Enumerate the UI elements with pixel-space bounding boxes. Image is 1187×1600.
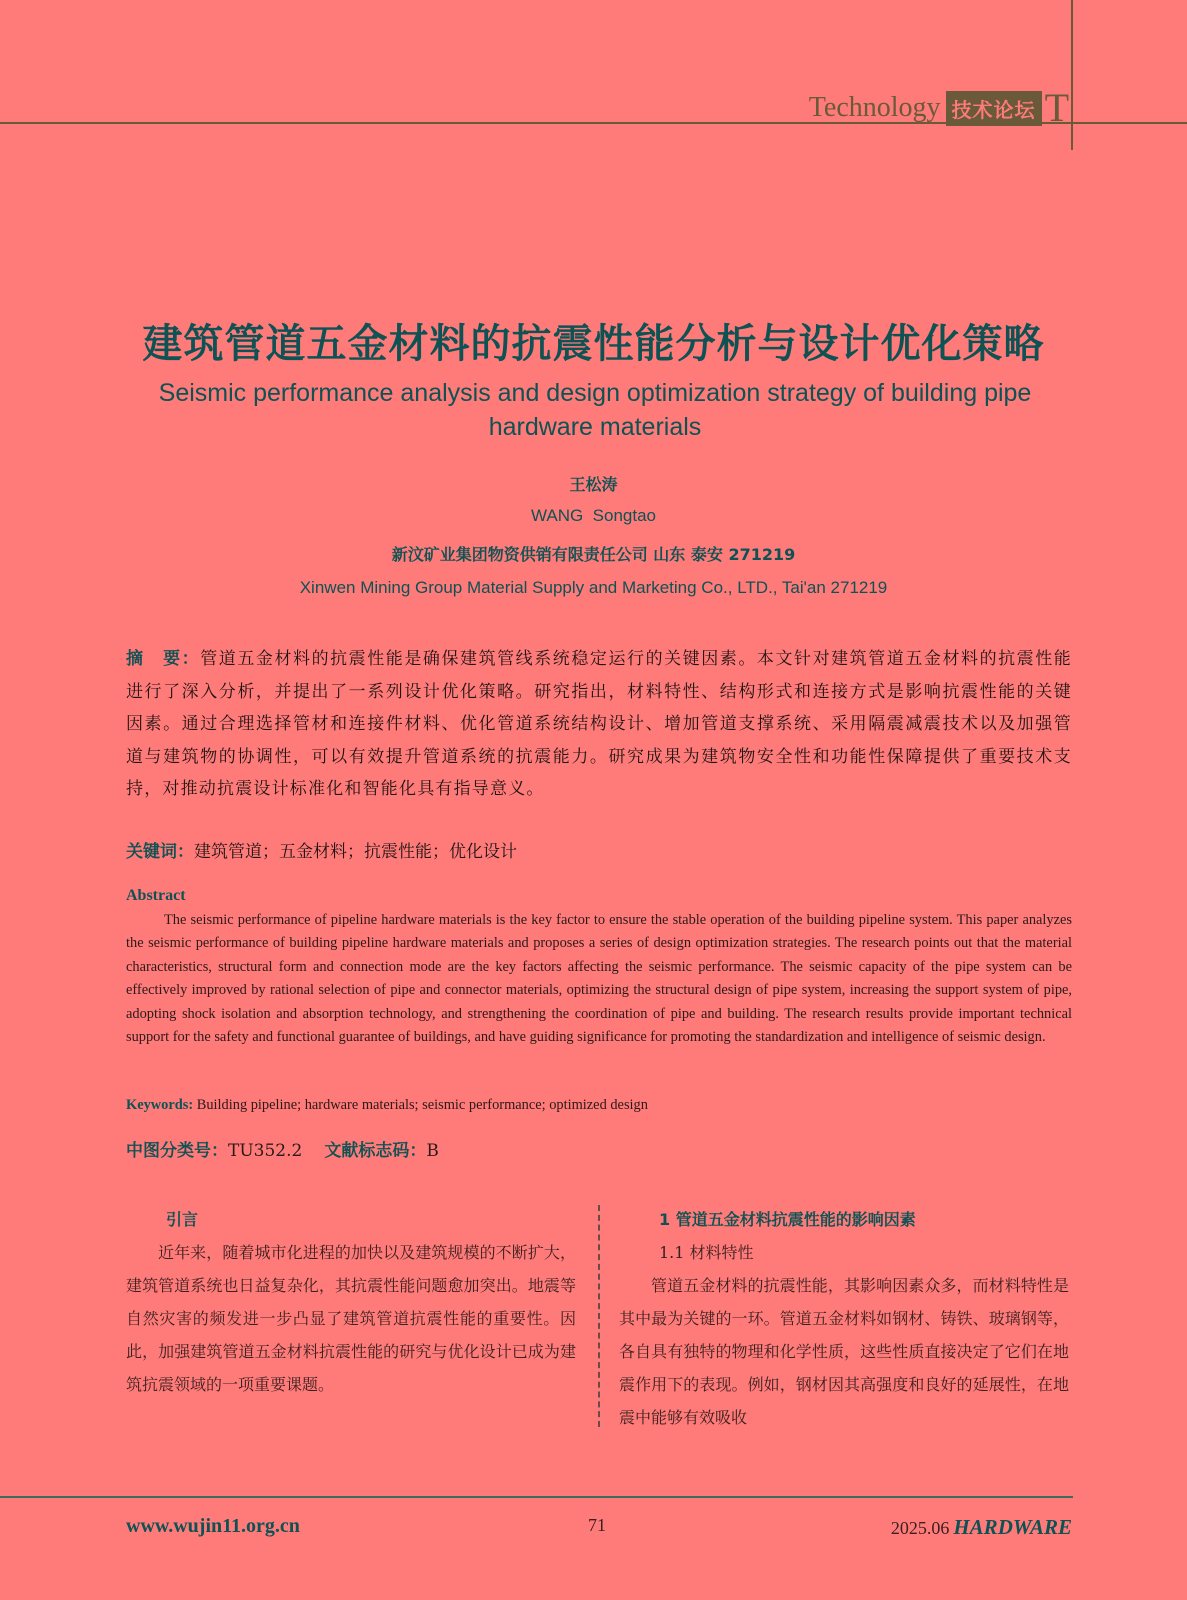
doc-code-value: B	[426, 1141, 439, 1161]
title-english: Seismic performance analysis and design optimization strategy of building pipe hardware materials	[158, 379, 1032, 441]
footer-rule	[0, 1496, 1073, 1498]
classification-line	[126, 1136, 439, 1161]
issue-number: 2025.06	[890, 1518, 950, 1538]
clc-label: 中图分类号：	[126, 1141, 228, 1161]
doc-code-label: 文献标志码：	[324, 1141, 427, 1161]
keywords-english-text: Building pipeline; hardware materials; seismic performance; optimized design	[196, 1097, 648, 1113]
keywords-english-label: Keywords:	[126, 1097, 194, 1113]
affiliation-chinese: 新汶矿业集团物资供销有限责任公司 山东 泰安 271219	[391, 545, 796, 564]
column-divider	[598, 1205, 600, 1427]
abstract-english-heading: Abstract	[126, 887, 186, 904]
keywords-chinese-label: 关键词：	[126, 842, 194, 862]
brand-letter: T	[1044, 85, 1069, 130]
page-number: 71	[588, 1515, 606, 1535]
abstract-english-text: The seismic performance of pipeline hardware materials is the key factor to ensure the stable operation of the building pipeline system. This paper analyzes the seismic performance of building pipeline hardware materials and proposes a series of design optimization strategies. The research points out that the material characteristics, structural form and connection mode are the key factors affecting the seismic performance. The seismic capacity of the pipe system can be effectively improved by rational selection of pipe and connector materials, optimizing the structural design of pipe system, increasing the support system of pipe, adopting shock isolation and absorption technology, and strengthening the coordination of pipe and building. The research results provide important technical support for the safety and functional guarantee of buildings, and have guiding significance for promoting the standardization and intelligence of seismic design.	[126, 912, 1072, 1046]
section1-heading: 1 管道五金材料抗震性能的影响因素	[659, 1210, 916, 1229]
brand-english: Technology	[808, 92, 941, 123]
section1-paragraph: 管道五金材料的抗震性能，其影响因素众多，而材料特性是其中最为关键的一环。管道五金材料如钢材、铸铁、玻璃钢等，各自具有独特的物理和化学性质，这些性质直接决定了它们在地震作用下的表现。例如，钢材因其高强度和良好的延展性，在地震中能够有效吸收	[619, 1276, 1069, 1427]
journal-name: HARDWARE	[953, 1515, 1072, 1539]
affiliation-english: Xinwen Mining Group Material Supply and Marketing Co., LTD., Tai'an 271219	[299, 578, 888, 597]
title-chinese: 建筑管道五金材料的抗震性能分析与设计优化策略	[142, 321, 1045, 367]
intro-heading: 引言	[166, 1210, 199, 1229]
author-chinese: 王松涛	[569, 475, 618, 494]
section1-subheading: 1.1 材料特性	[659, 1243, 754, 1262]
footer-url: www.wujin11.org.cn	[126, 1515, 300, 1537]
clc-value: TU352.2	[228, 1141, 303, 1161]
keywords-chinese-text: 建筑管道；五金材料；抗震性能；优化设计	[194, 842, 517, 862]
column-right	[619, 1203, 1069, 1434]
header-vertical-rule	[1071, 0, 1073, 150]
keywords-english	[126, 1097, 648, 1114]
footer-issue	[891, 1515, 1072, 1540]
author-english: WANG Songtao	[530, 506, 657, 525]
keywords-chinese	[126, 837, 517, 862]
column-left	[126, 1203, 576, 1401]
abstract-chinese-text: 管道五金材料的抗震性能是确保建筑管线系统稳定运行的关键因素。本文针对建筑管道五金材料的抗震性能进行了深入分析，并提出了一系列设计优化策略。研究指出，材料特性、结构形式和连接方式是影响抗震性能的关键因素。通过合理选择管材和连接件材料、优化管道系统结构设计、增加管道支撑系统、采用隔震减震技术以及加强管道与建筑物的协调性，可以有效提升管道系统的抗震能力。研究成果为建筑物安全性和功能性保障提供了重要技术支持，对推动抗震设计标准化和智能化具有指导意义。	[126, 649, 1072, 799]
intro-paragraph: 近年来，随着城市化进程的加快以及建筑规模的不断扩大，建筑管道系统也日益复杂化，其抗震性能问题愈加突出。地震等自然灾害的频发进一步凸显了建筑管道抗震性能的重要性。因此，加强建筑管道五金材料抗震性能的研究与优化设计已成为建筑抗震领域的一项重要课题。	[126, 1243, 576, 1394]
brand-chinese: 技术论坛	[946, 91, 1042, 126]
abstract-chinese	[126, 643, 1072, 806]
section-brand	[808, 85, 1069, 130]
abstract-chinese-label: 摘 要：	[126, 649, 201, 669]
